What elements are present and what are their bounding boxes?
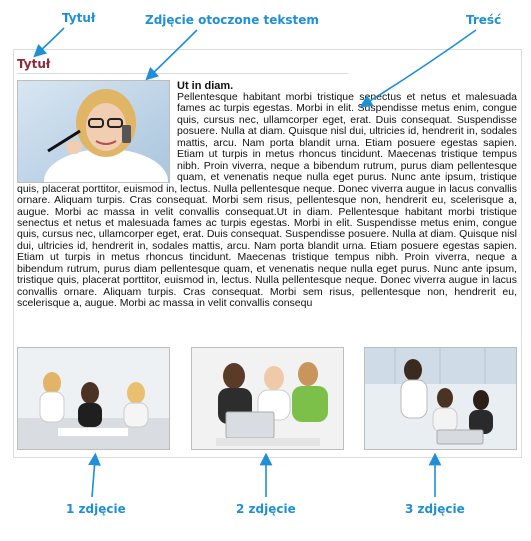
photo-wrap-spacer: [17, 80, 171, 182]
callout-content: Treść: [466, 13, 502, 27]
office-group-photo: [365, 348, 516, 449]
article-body-text: Pellentesque habitant morbi tristique senectus et netus et malesuada fames ac turpis egestas. Morbi in elit. Suspendisse metus enim, congue quis, cursus nec, ullamcorper eget, erat. Duis consequat. Suspendisse posuere. Nulla at diam. Quisque nisl dui, ultricies id, hendrerit in, sodales mattis, arcu. Nam porta blandit urna. Etiam posuere egestas sapien. Etiam ut turpis in metus rhoncus tincidunt. Maecenas tristique tempus nibh. Proin viverra, neque a bibendum rutrum, purus diam pellentesque quam, et venenatis neque nulla eget purus. Nunc ante ipsum, tristique quis, placerat porttitor, euismod in, lectus. Nulla pellentesque neque. Donec viverra augue in lacus convallis ornare. Aliquam turpis. Cras consequat. Morbi sem risus, pellentesque non, hendrerit eu, scelerisque a, augue. Morbi ac massa in velit convallis consequat.Ut in diam. Pellentesque habitant morbi tristique senectus et netus et malesuada fames ac turpis egestas. Morbi in elit. Suspendisse metus enim, congue quis, cursus nec, ullamcorper eget, erat. Duis consequat. Suspendisse posuere. Nulla at diam. Quisque nisl dui, ultricies id, hendrerit in, sodales mattis, arcu. Nam porta blandit urna. Etiam posuere egestas sapien. Etiam ut turpis in metus rhoncus tincidunt. Maecenas tristique tempus nibh. Proin viverra, neque a bibendum rutrum, purus diam pellentesque quam, et venenatis neque nulla eget purus. Nunc ante ipsum, tristique quis, placerat porttitor, euismod in, lectus. Nulla pellentesque neque. Donec viverra augue in lacus convallis ornare. Aliquam turpis. Cras consequat. Morbi sem risus, pellentesque non, hendrerit eu, scelerisque a, augue. Morbi ac massa in velit convallis consequ: [17, 91, 517, 310]
callout-wrapped-photo: Zdjęcie otoczone tekstem: [145, 13, 319, 27]
callout-photo-2: 2 zdjęcie: [236, 502, 296, 516]
team-laptop-photo: [192, 348, 343, 449]
article-headline: Ut in diam.: [177, 80, 234, 92]
arrow-to-thumbnail-1: [92, 459, 95, 497]
thumbnail-3: [364, 347, 517, 450]
team-meeting-photo: [18, 348, 169, 449]
article-title: Tytuł: [17, 57, 51, 71]
callout-title: Tytuł: [62, 11, 96, 25]
article-body: [17, 80, 517, 310]
thumbnail-2: [191, 347, 344, 450]
callout-photo-3: 3 zdjęcie: [405, 502, 465, 516]
thumbnail-1: [17, 347, 170, 450]
title-divider: [17, 73, 348, 74]
callout-photo-1: 1 zdjęcie: [66, 502, 126, 516]
